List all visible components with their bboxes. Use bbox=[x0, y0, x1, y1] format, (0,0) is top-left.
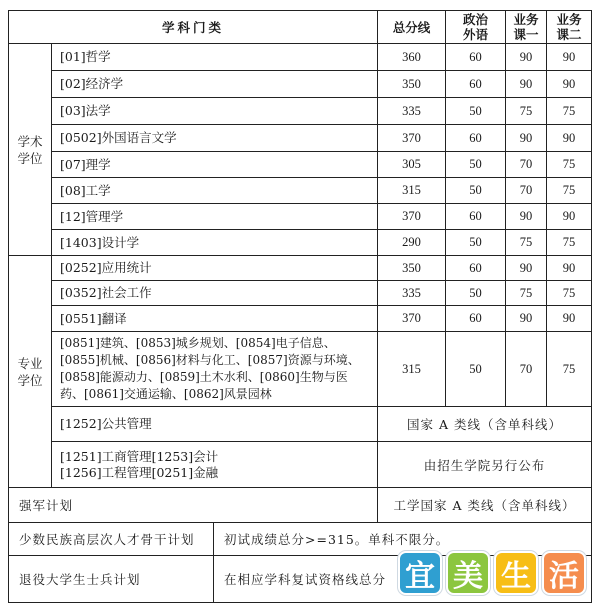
course2-cell: 75 bbox=[547, 281, 592, 306]
plan-rule: 在相应学科复试资格线总分 bbox=[214, 556, 592, 603]
course1-cell: 75 bbox=[506, 281, 547, 306]
header-pf-line2: 外语 bbox=[462, 27, 488, 42]
course2-cell: 90 bbox=[547, 306, 592, 332]
score-line-table bbox=[8, 10, 592, 603]
table-row bbox=[9, 256, 592, 281]
subject-cell: [02]经济学 bbox=[52, 71, 378, 98]
subject-cell: [12]管理学 bbox=[52, 204, 378, 230]
total-cell: 370 bbox=[378, 204, 446, 230]
professional-group-label bbox=[9, 256, 52, 488]
subject-cell: [01]哲学 bbox=[52, 44, 378, 71]
total-cell: 290 bbox=[378, 230, 446, 256]
politics-foreign-cell: 60 bbox=[446, 256, 506, 281]
course2-cell: 75 bbox=[547, 178, 592, 204]
course2-cell: 90 bbox=[547, 204, 592, 230]
politics-foreign-cell: 50 bbox=[446, 178, 506, 204]
group-label-line2: 学位 bbox=[17, 372, 43, 388]
politics-foreign-cell: 60 bbox=[446, 71, 506, 98]
subject-line: [1251]工商管理[1253]会计 bbox=[60, 448, 219, 464]
table-row bbox=[9, 178, 592, 204]
course1-cell: 90 bbox=[506, 125, 547, 152]
subject-cell: [0252]应用统计 bbox=[52, 256, 378, 281]
course1-cell: 90 bbox=[506, 306, 547, 332]
politics-foreign-cell: 60 bbox=[446, 204, 506, 230]
total-cell: 335 bbox=[378, 281, 446, 306]
total-cell: 360 bbox=[378, 44, 446, 71]
table-row bbox=[9, 306, 592, 332]
table-row bbox=[9, 204, 592, 230]
politics-foreign-cell: 60 bbox=[446, 125, 506, 152]
merged-note-cell: 由招生学院另行公布 bbox=[378, 442, 592, 488]
header-c2-line1: 业务 bbox=[556, 12, 582, 27]
header-total-label: 总分线 bbox=[392, 19, 431, 35]
course2-cell: 75 bbox=[547, 98, 592, 125]
course1-cell: 75 bbox=[506, 230, 547, 256]
subject-cell: [07]理学 bbox=[52, 152, 378, 178]
course1-cell: 75 bbox=[506, 98, 547, 125]
course1-cell: 70 bbox=[506, 332, 547, 407]
course2-cell: 75 bbox=[547, 152, 592, 178]
subject-cell: [08]工学 bbox=[52, 178, 378, 204]
header-total bbox=[378, 11, 446, 44]
table-row bbox=[9, 442, 592, 488]
table-row bbox=[9, 125, 592, 152]
watermark-tile: 生 bbox=[496, 553, 536, 593]
subject-cell: [1252]公共管理 bbox=[52, 407, 378, 442]
plan-name: 强军计划 bbox=[9, 488, 378, 523]
course1-cell: 90 bbox=[506, 256, 547, 281]
politics-foreign-cell: 60 bbox=[446, 44, 506, 71]
subject-cell-engineering-group bbox=[52, 332, 378, 407]
total-cell: 370 bbox=[378, 125, 446, 152]
subject-line: 药、[0861]交通运输、[0862]风景园林 bbox=[60, 387, 272, 401]
subject-line: [0858]能源动力、[0859]土木水利、[0860]生物与医 bbox=[60, 370, 348, 384]
header-c1-line1: 业务 bbox=[513, 12, 539, 27]
subject-cell: [0502]外国语言文学 bbox=[52, 125, 378, 152]
total-cell: 315 bbox=[378, 332, 446, 407]
politics-foreign-cell: 50 bbox=[446, 281, 506, 306]
course2-cell: 90 bbox=[547, 256, 592, 281]
total-cell: 350 bbox=[378, 71, 446, 98]
table-row bbox=[9, 44, 592, 71]
course1-cell: 90 bbox=[506, 204, 547, 230]
table-row bbox=[9, 152, 592, 178]
course2-cell: 90 bbox=[547, 125, 592, 152]
total-cell: 335 bbox=[378, 98, 446, 125]
course1-cell: 70 bbox=[506, 152, 547, 178]
group-label-line1: 专业 bbox=[17, 355, 43, 371]
politics-foreign-cell: 50 bbox=[446, 332, 506, 407]
table-row bbox=[9, 71, 592, 98]
header-course1 bbox=[506, 11, 547, 44]
header-c2-line2: 课二 bbox=[556, 27, 582, 42]
course2-cell: 90 bbox=[547, 44, 592, 71]
course2-cell: 75 bbox=[547, 230, 592, 256]
special-plan-row bbox=[9, 488, 592, 523]
table-row bbox=[9, 407, 592, 442]
subject-line: [0851]建筑、[0853]城乡规划、[0854]电子信息、 bbox=[60, 336, 336, 350]
header-row bbox=[9, 11, 592, 44]
subject-cell bbox=[52, 442, 378, 488]
course2-cell: 75 bbox=[547, 332, 592, 407]
table-row bbox=[9, 281, 592, 306]
group-label-line1: 学术 bbox=[17, 133, 43, 149]
subject-cell: [0352]社会工作 bbox=[52, 281, 378, 306]
subject-cell: [1403]设计学 bbox=[52, 230, 378, 256]
watermark-tile: 活 bbox=[544, 553, 584, 593]
course1-cell: 90 bbox=[506, 71, 547, 98]
academic-group-label bbox=[9, 44, 52, 256]
total-cell: 370 bbox=[378, 306, 446, 332]
header-course2 bbox=[547, 11, 592, 44]
total-cell: 305 bbox=[378, 152, 446, 178]
header-c1-line2: 课一 bbox=[513, 27, 539, 42]
table-row bbox=[9, 230, 592, 256]
politics-foreign-cell: 50 bbox=[446, 152, 506, 178]
header-politics-foreign bbox=[446, 11, 506, 44]
header-pf-line1: 政治 bbox=[462, 12, 488, 27]
plan-rule: 初试成绩总分>=315。单科不限分。 bbox=[214, 523, 592, 556]
watermark-tile: 美 bbox=[448, 553, 488, 593]
merged-note-cell: 国家 A 类线（含单科线） bbox=[378, 407, 592, 442]
watermark-logo bbox=[400, 553, 584, 593]
subject-cell: [0551]翻译 bbox=[52, 306, 378, 332]
subject-cell: [03]法学 bbox=[52, 98, 378, 125]
plan-name: 退役大学生士兵计划 bbox=[9, 556, 214, 603]
course2-cell: 90 bbox=[547, 71, 592, 98]
total-cell: 350 bbox=[378, 256, 446, 281]
course1-cell: 70 bbox=[506, 178, 547, 204]
course1-cell: 90 bbox=[506, 44, 547, 71]
subject-line: [0855]机械、[0856]材料与化工、[0857]资源与环境、 bbox=[60, 353, 360, 367]
header-category-label: 学科门类 bbox=[161, 19, 224, 35]
group-label-line2: 学位 bbox=[17, 150, 43, 166]
plan-name: 少数民族高层次人才骨干计划 bbox=[9, 523, 214, 556]
politics-foreign-cell: 60 bbox=[446, 306, 506, 332]
header-category bbox=[9, 11, 378, 44]
total-cell: 315 bbox=[378, 178, 446, 204]
watermark-tile: 宜 bbox=[400, 553, 440, 593]
table-row bbox=[9, 332, 592, 407]
plan-rule: 工学国家 A 类线（含单科线） bbox=[378, 488, 592, 523]
politics-foreign-cell: 50 bbox=[446, 230, 506, 256]
politics-foreign-cell: 50 bbox=[446, 98, 506, 125]
subject-line: [1256]工程管理[0251]金融 bbox=[60, 464, 219, 480]
table-row bbox=[9, 98, 592, 125]
